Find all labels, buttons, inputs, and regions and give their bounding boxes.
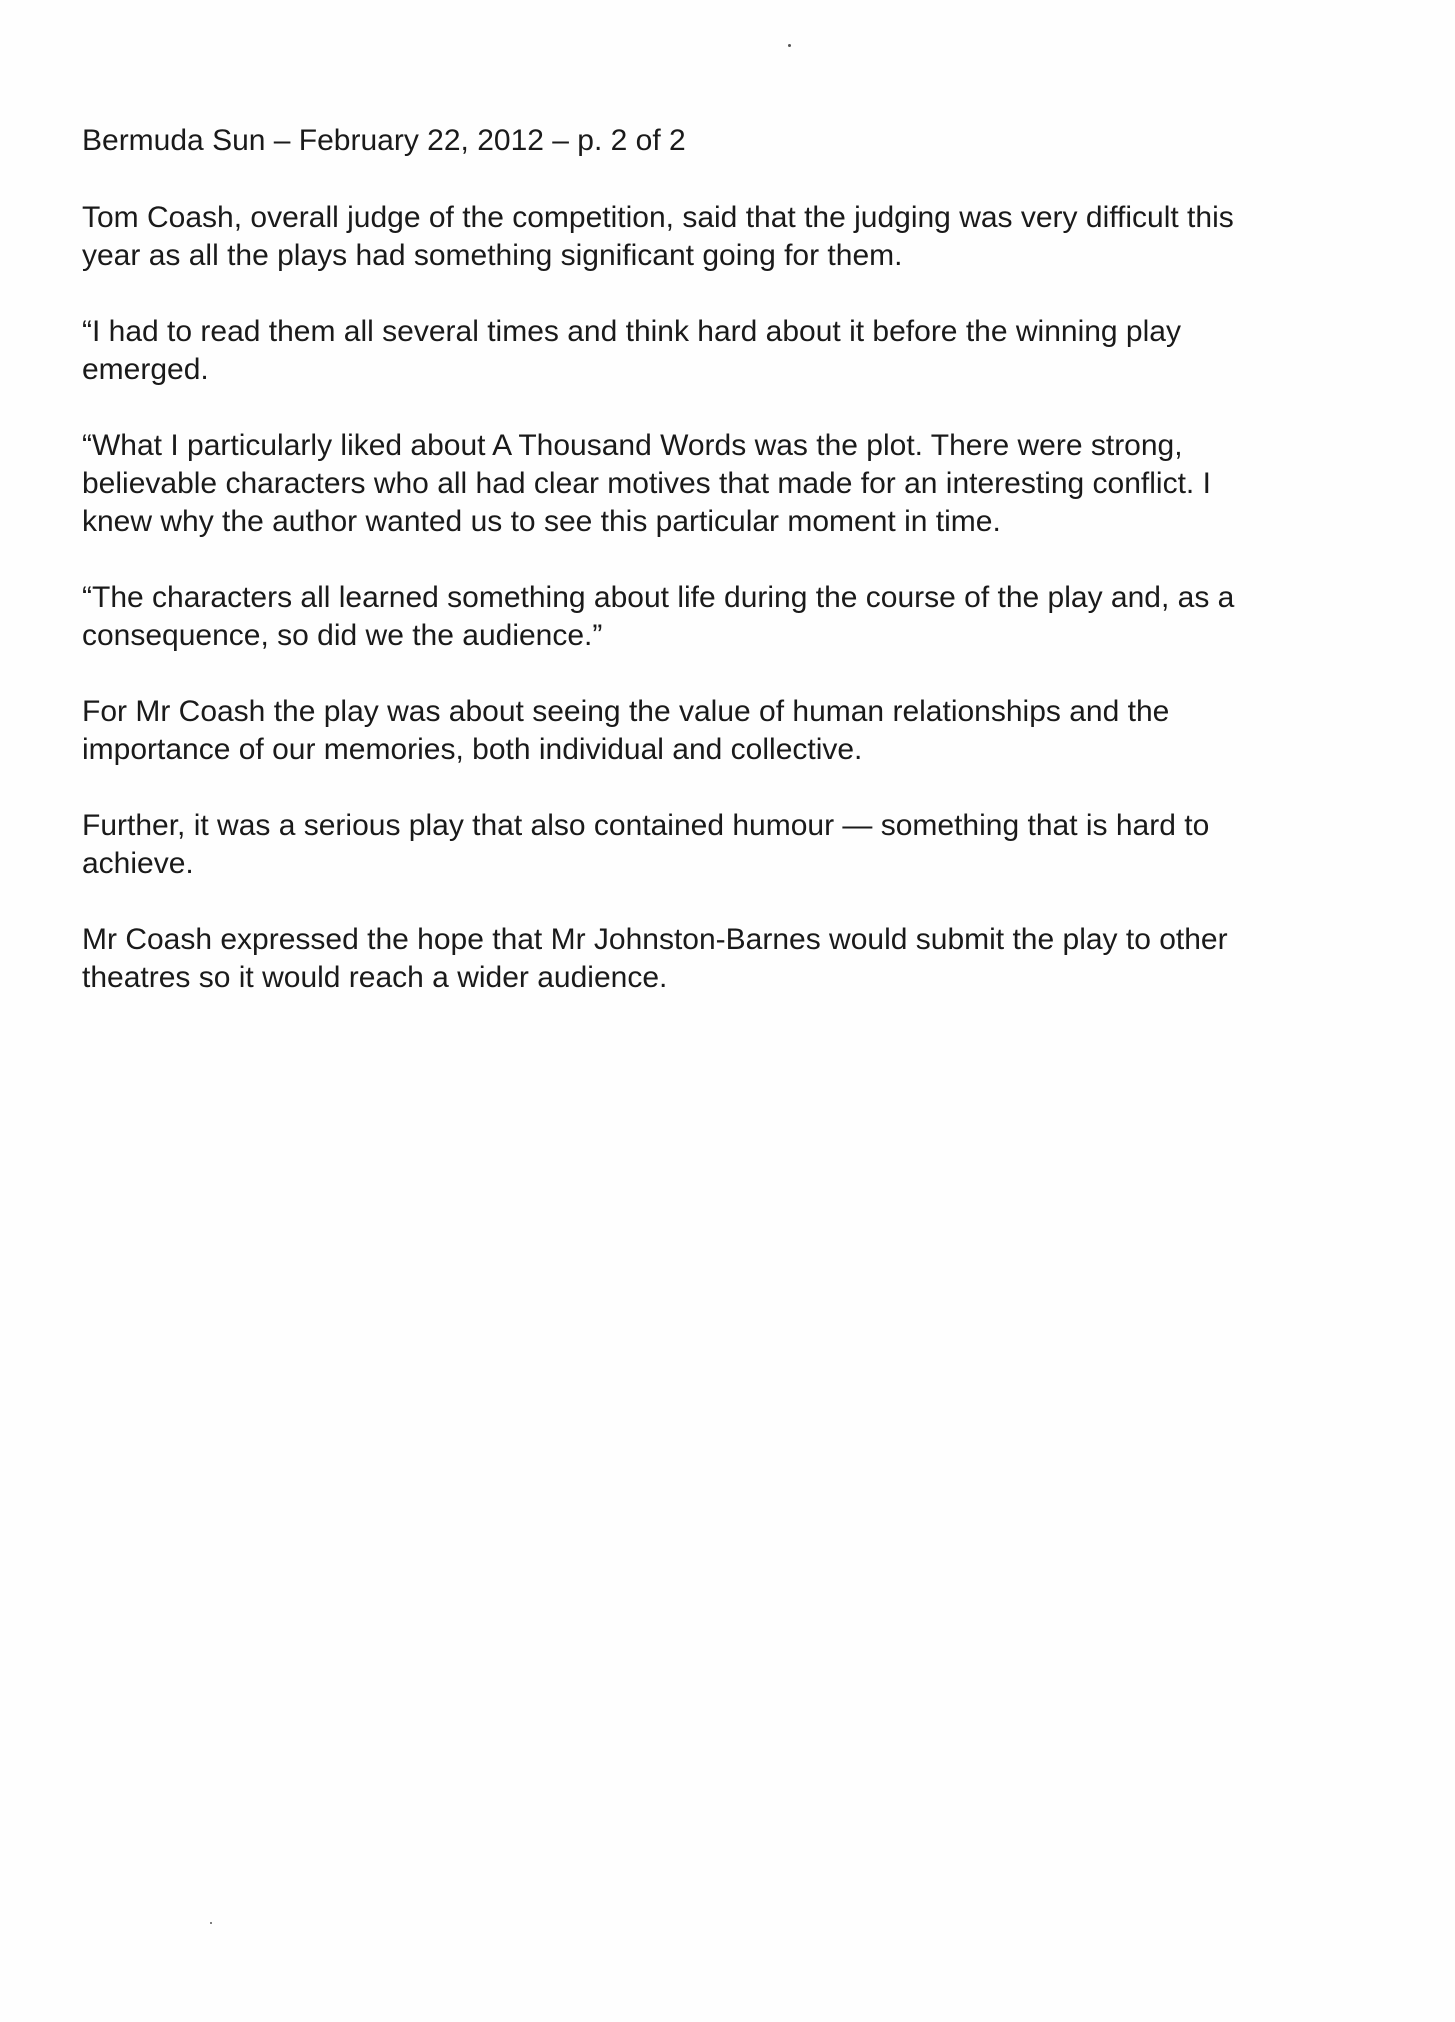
paragraph <box>82 427 1382 541</box>
text-line: believable characters who all had clear motives that made for an interesting conflict. I <box>82 467 1211 500</box>
text-line: Further, it was a serious play that also contained humour — something that is hard to <box>82 809 1210 842</box>
text-line: Tom Coash, overall judge of the competition, said that the judging was very difficult this <box>82 201 1234 234</box>
text-line: “The characters all learned something about life during the course of the play and, as a <box>82 581 1235 614</box>
paragraph <box>82 693 1382 769</box>
paragraph <box>82 579 1382 655</box>
paragraph <box>82 921 1382 997</box>
scan-speck <box>210 1922 212 1924</box>
text-line: “What I particularly liked about A Thousand Words was the plot. There were strong, <box>82 429 1183 462</box>
paragraph <box>82 199 1382 275</box>
text-line: emerged. <box>82 353 209 386</box>
text-line: knew why the author wanted us to see this particular moment in time. <box>82 505 1001 538</box>
text-line: importance of our memories, both individual and collective. <box>82 733 863 766</box>
text-line: consequence, so did we the audience.” <box>82 619 603 652</box>
scan-speck <box>788 44 791 47</box>
text-line: year as all the plays had something significant going for them. <box>82 239 903 272</box>
text-line: For Mr Coash the play was about seeing the value of human relationships and the <box>82 695 1170 728</box>
text-line: achieve. <box>82 847 194 880</box>
text-line: theatres so it would reach a wider audience. <box>82 961 668 994</box>
paragraph <box>82 807 1382 883</box>
page-header: Bermuda Sun – February 22, 2012 – p. 2 of 2 <box>82 124 686 157</box>
article-body <box>82 199 1382 1035</box>
text-line: “I had to read them all several times and think hard about it before the winning play <box>82 315 1181 348</box>
text-line: Mr Coash expressed the hope that Mr Johnston-Barnes would submit the play to other <box>82 923 1228 956</box>
paragraph <box>82 313 1382 389</box>
